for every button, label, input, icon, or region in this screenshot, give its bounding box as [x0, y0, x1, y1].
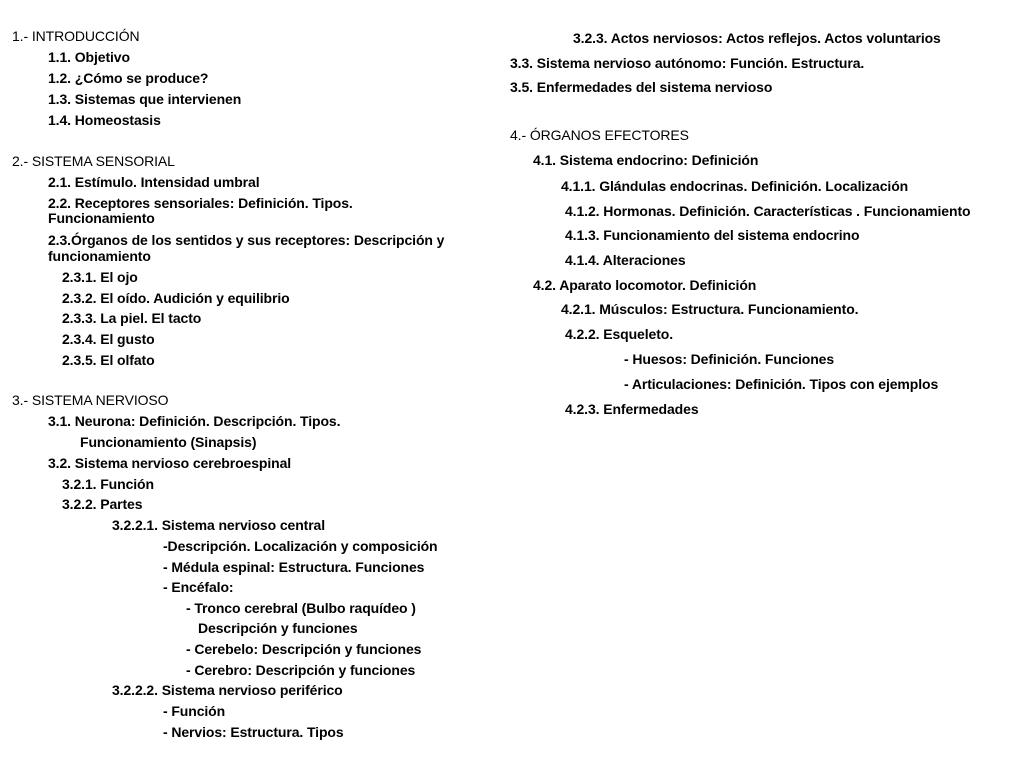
left-outline-line-l10: 2.3.Órganos de los sentidos y sus receptores: Descripción y [48, 232, 445, 248]
right-outline-line-r12: 4.2.2. Esqueleto. [565, 326, 674, 342]
left-outline-line-l24: -Descripción. Localización y composición [163, 538, 438, 554]
left-outline-line-l21: 3.2.1. Función [62, 476, 154, 492]
left-outline-line-l22: 3.2.2. Partes [62, 496, 143, 512]
right-outline-line-r2: 3.3. Sistema nervioso autónomo: Función. Estructura. [510, 55, 865, 71]
left-outline-line-l26: - Encéfalo: [163, 579, 234, 595]
right-outline-line-r11: 4.2.1. Músculos: Estructura. Funcionamiento. [561, 301, 859, 317]
left-outline-line-l14: 2.3.3. La piel. El tacto [62, 310, 202, 326]
right-outline-line-r5: 4.1. Sistema endocrino: Definición [533, 152, 759, 168]
right-outline-line-r13: - Huesos: Definición. Funciones [624, 351, 835, 367]
right-outline-line-r7: 4.1.2. Hormonas. Definición. Características . Funcionamiento [565, 203, 971, 219]
left-outline-line-l3: 1.2. ¿Cómo se produce? [48, 70, 209, 86]
left-outline-line-l33: - Nervios: Estructura. Tipos [163, 724, 344, 740]
left-outline-line-l11: funcionamiento [48, 248, 151, 264]
left-outline-line-l29: - Cerebelo: Descripción y funciones [186, 641, 422, 657]
left-outline-line-l27: - Tronco cerebral (Bulbo raquídeo ) [186, 600, 416, 616]
left-outline-line-l12: 2.3.1. El ojo [62, 269, 138, 285]
left-outline-line-l1: 1.- INTRODUCCIÓN [12, 28, 140, 44]
left-outline-line-l31: 3.2.2.2. Sistema nervioso periférico [112, 682, 343, 698]
left-outline-line-l16: 2.3.5. El olfato [62, 352, 155, 368]
left-outline-line-l25: - Médula espinal: Estructura. Funciones [163, 559, 425, 575]
right-outline-line-r14: - Articulaciones: Definición. Tipos con ejemplos [624, 376, 939, 392]
right-outline-line-r1: 3.2.3. Actos nerviosos: Actos reflejos. Actos voluntarios [573, 30, 941, 46]
left-outline-line-l32: - Función [163, 703, 226, 719]
right-outline-line-r3: 3.5. Enfermedades del sistema nervioso [510, 79, 773, 95]
left-outline-line-l9: Funcionamiento [48, 210, 155, 226]
right-outline-line-r10: 4.2. Aparato locomotor. Definición [533, 277, 757, 293]
left-outline-line-l28: Descripción y funciones [198, 620, 358, 636]
left-outline-line-l7: 2.1. Estímulo. Intensidad umbral [48, 174, 260, 190]
left-outline-line-l19: Funcionamiento (Sinapsis) [80, 434, 257, 450]
left-outline-line-l18: 3.1. Neurona: Definición. Descripción. Tipos. [48, 413, 341, 429]
right-outline-line-r4: 4.- ÓRGANOS EFECTORES [510, 127, 689, 143]
left-outline-line-l2: 1.1. Objetivo [48, 49, 130, 65]
left-outline-line-l4: 1.3. Sistemas que intervienen [48, 91, 242, 107]
left-outline-line-l20: 3.2. Sistema nervioso cerebroespinal [48, 455, 292, 471]
left-outline-line-l13: 2.3.2. El oído. Audición y equilibrio [62, 290, 290, 306]
left-outline-line-l15: 2.3.4. El gusto [62, 331, 155, 347]
left-outline-line-l5: 1.4. Homeostasis [48, 112, 161, 128]
left-outline-line-l8: 2.2. Receptores sensoriales: Definición. Tipos. [48, 195, 353, 211]
right-outline-line-r15: 4.2.3. Enfermedades [565, 401, 699, 417]
left-outline-line-l6: 2.- SISTEMA SENSORIAL [12, 153, 175, 169]
right-outline-line-r6: 4.1.1. Glándulas endocrinas. Definición. Localización [561, 178, 909, 194]
left-outline-line-l23: 3.2.2.1. Sistema nervioso central [112, 517, 326, 533]
left-outline-line-l17: 3.- SISTEMA NERVIOSO [12, 392, 169, 408]
right-outline-line-r9: 4.1.4. Alteraciones [565, 252, 686, 268]
left-outline-line-l30: - Cerebro: Descripción y funciones [186, 662, 416, 678]
right-outline-line-r8: 4.1.3. Funcionamiento del sistema endocrino [565, 227, 860, 243]
